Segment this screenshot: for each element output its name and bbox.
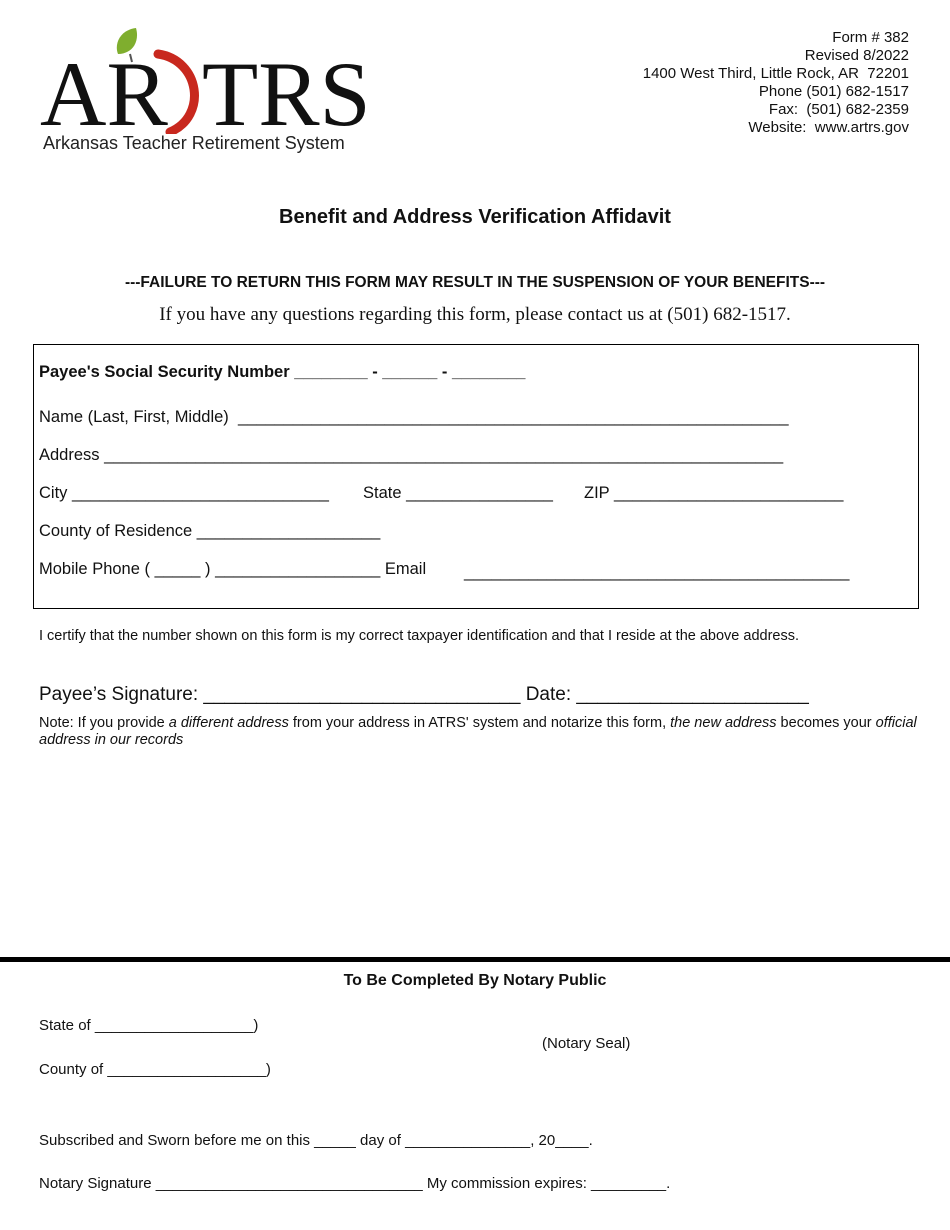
address-note: Note: If you provide a different address from your address in ATRS' system and notarize this form, the new address becomes your official address in our records — [39, 715, 917, 748]
section-divider — [0, 957, 950, 962]
name-field[interactable]: Name (Last, First, Middle) ____________________________________________________________ — [39, 408, 789, 426]
page-title: Benefit and Address Verification Affidavit — [279, 206, 671, 228]
address-field[interactable]: Address __________________________________________________________________________ — [39, 446, 784, 464]
notary-state-field[interactable]: State of ___________________) — [39, 1017, 259, 1034]
mobile-phone-field[interactable]: Mobile Phone ( _____ ) __________________ Email — [39, 560, 427, 578]
logo-subtitle: Arkansas Teacher Retirement System — [43, 133, 345, 153]
county-field[interactable]: County of Residence ____________________ — [39, 522, 381, 540]
certification-text: I certify that the number shown on this form is my correct taxpayer identification and that I reside at the above address. — [39, 628, 800, 644]
notary-heading: To Be Completed By Notary Public — [343, 972, 607, 989]
payee-signature-line[interactable]: Payee’s Signature: ______________________________ Date: ______________________ — [39, 684, 809, 705]
revised-date: Revised 8/2022 — [804, 47, 909, 64]
logo-trs: TRS — [202, 43, 370, 134]
city-field[interactable]: City ____________________________ — [39, 484, 329, 502]
suspension-warning: ---FAILURE TO RETURN THIS FORM MAY RESULT IN THE SUSPENSION OF YOUR BENEFITS--- — [124, 274, 826, 291]
contact-line: If you have any questions regarding this form, please contact us at (501) 682-1517. — [159, 304, 791, 325]
office-phone: Phone (501) 682-1517 — [758, 83, 909, 100]
notary-signature-field[interactable]: Notary Signature ________________________________ My commission expires: _________. — [39, 1175, 671, 1192]
notary-county-field[interactable]: County of ___________________) — [39, 1061, 271, 1078]
zip-field[interactable]: ZIP _________________________ — [584, 484, 844, 502]
form-number: Form # 382 — [832, 29, 909, 46]
office-address: 1400 West Third, Little Rock, AR 72201 — [642, 65, 909, 82]
state-field[interactable]: State ________________ — [363, 484, 553, 502]
notary-seal-label: (Notary Seal) — [542, 1035, 631, 1052]
office-website: Website: www.artrs.gov — [748, 119, 909, 136]
logo-ar: AR — [40, 43, 168, 134]
sworn-date-field[interactable]: Subscribed and Sworn before me on this _____ day of _______________, 20____. — [39, 1132, 593, 1149]
ssn-field[interactable]: Payee's Social Security Number ________ - ______ - ________ — [39, 363, 526, 381]
office-fax: Fax: (501) 682-2359 — [768, 101, 909, 118]
email-field[interactable]: __________________________________________ — [464, 563, 850, 581]
